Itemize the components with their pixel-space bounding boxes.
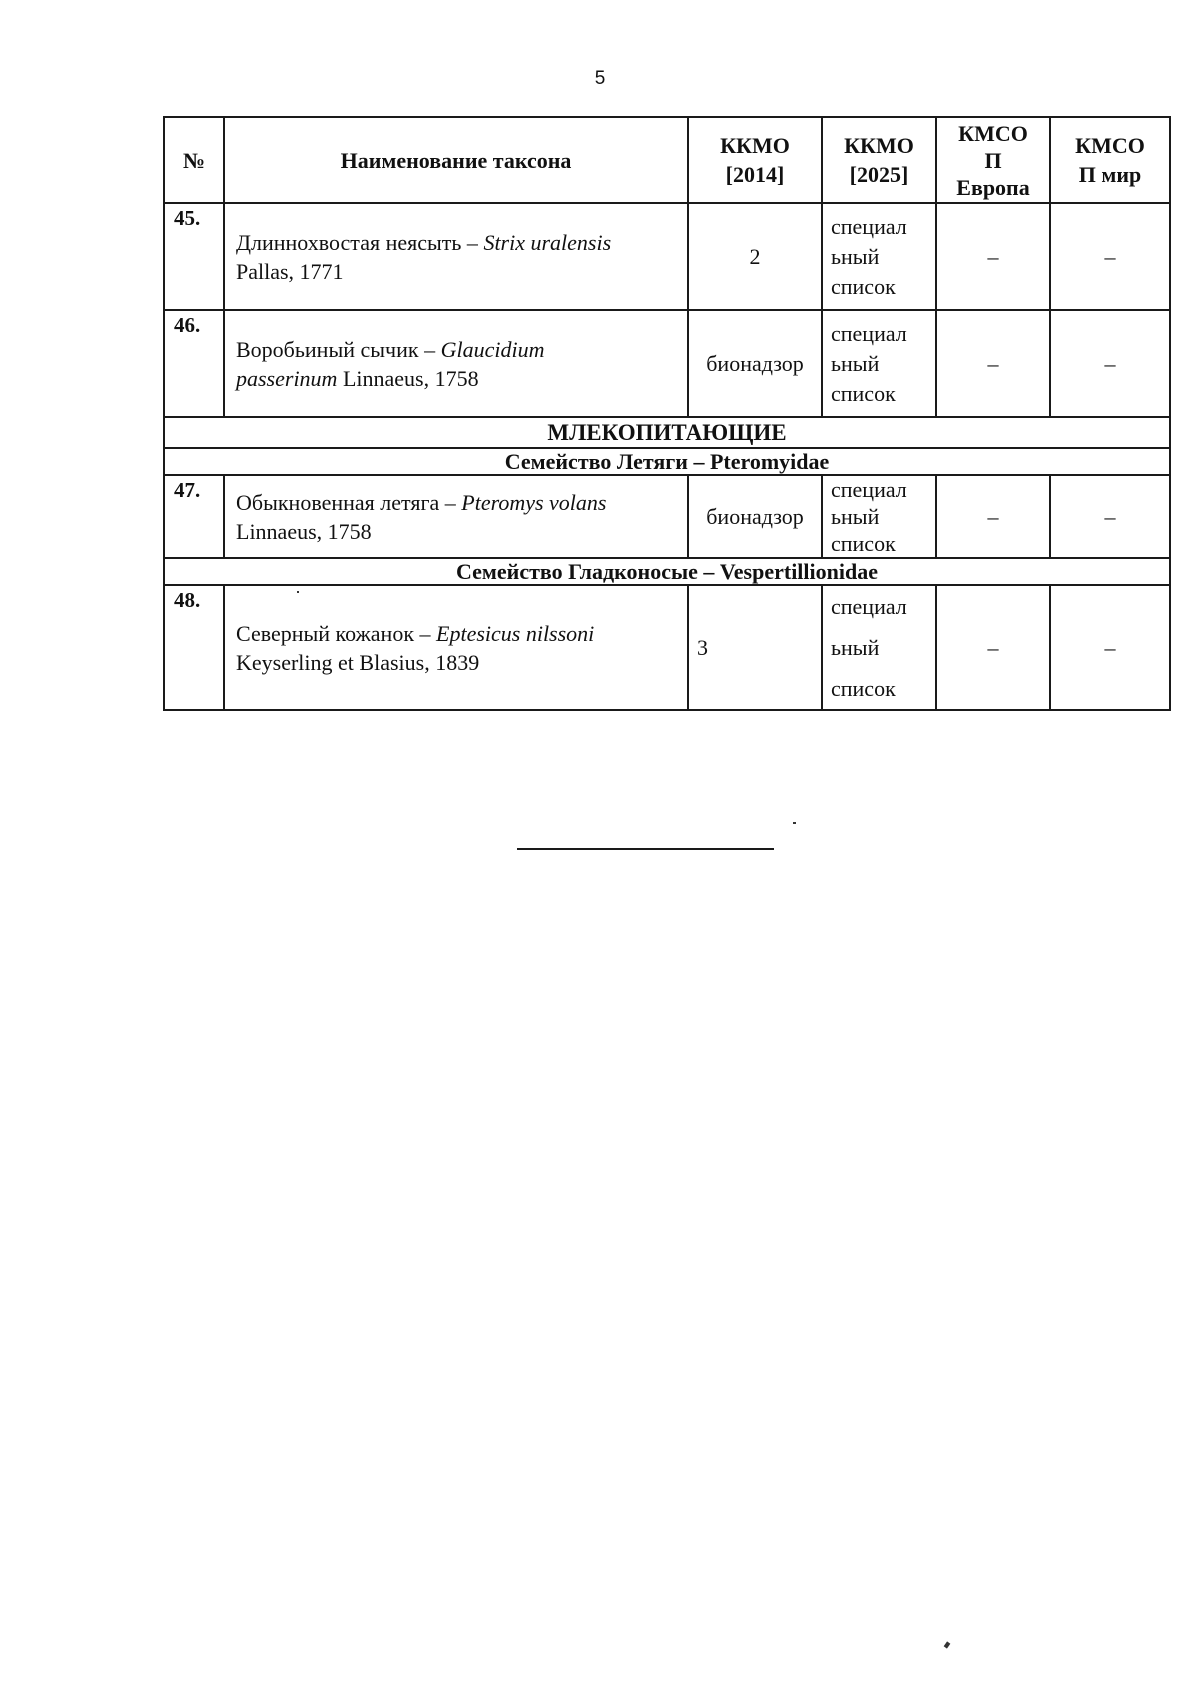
header-row [164,117,1170,203]
table-row [164,585,1170,710]
family-row [164,448,1170,475]
kmsop-world-value: – [1050,203,1170,310]
header-num: № [164,117,224,203]
section-row [164,417,1170,448]
scan-speck [793,822,796,824]
family-title: Семейство Летяги – Pteromyidae [164,448,1170,475]
taxon-name: Длиннохвостая неясыть – Strix uralensis Pallas, 1771 [224,203,688,310]
taxon-name: Северный кожанок – Eptesicus nilssoni Keyserling et Blasius, 1839 [224,585,688,710]
row-number: 45. [164,203,224,310]
kmsop-europe-value: – [936,585,1050,710]
kkmo-2025-value: специал ьный список [822,475,936,558]
section-title: МЛЕКОПИТАЮЩИЕ [164,417,1170,448]
row-number: 48. [164,585,224,710]
header-kmsop-world: КМСО П мир [1050,117,1170,203]
row-number: 46. [164,310,224,417]
scan-speck [297,591,299,593]
kmsop-world-value: – [1050,585,1170,710]
family-row [164,558,1170,585]
kmsop-world-value: – [1050,310,1170,417]
table-row [164,203,1170,310]
kkmo-2025-value: специал ьный список [822,310,936,417]
kkmo-2014-value: 3 [688,585,822,710]
kkmo-2025-value: специал ьный список [822,585,936,710]
kkmo-2014-value: бионадзор [688,475,822,558]
taxa-table [163,116,1171,711]
kmsop-world-value: – [1050,475,1170,558]
kmsop-europe-value: – [936,203,1050,310]
kmsop-europe-value: – [936,475,1050,558]
end-rule [517,848,774,850]
kmsop-europe-value: – [936,310,1050,417]
header-kkmo-2025: ККМО [2025] [822,117,936,203]
kkmo-2014-value: 2 [688,203,822,310]
page-number: 5 [594,68,606,89]
taxon-name: Воробьиный сычик – Glaucidium passerinum Linnaeus, 1758 [224,310,688,417]
taxon-name: Обыкновенная летяга – Pteromys volans Linnaeus, 1758 [224,475,688,558]
scan-speck [944,1641,951,1648]
table-row [164,475,1170,558]
kkmo-2014-value: бионадзор [688,310,822,417]
header-name: Наименование таксона [224,117,688,203]
family-title: Семейство Гладконосые – Vespertillionidae [164,558,1170,585]
header-kmsop-europe: КМСО П Европа [936,117,1050,203]
header-kkmo-2014: ККМО [2014] [688,117,822,203]
row-number: 47. [164,475,224,558]
table-row [164,310,1170,417]
kkmo-2025-value: специал ьный список [822,203,936,310]
